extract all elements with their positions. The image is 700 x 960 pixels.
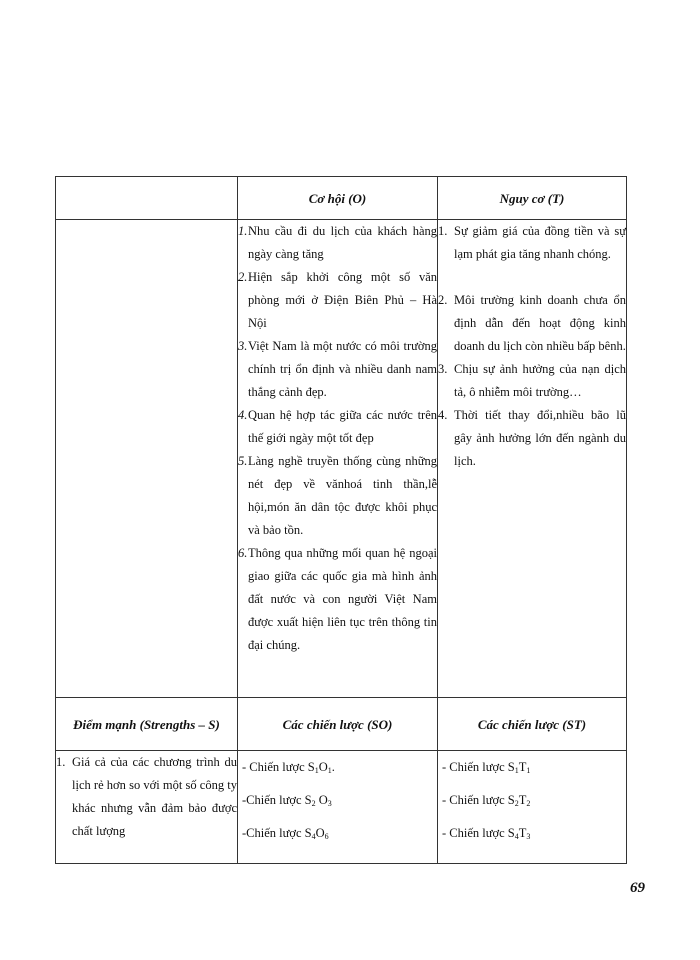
opportunities-header: Cơ hội (O): [238, 177, 438, 220]
strategy-item: -Chiến lược $S_4O_6$: [242, 826, 329, 841]
list-item: 1. Giá cả của các chương trình du lịch rẻ hơn so với một số công ty khác nhưng vẫn đảm bảo được chất lượng: [56, 755, 237, 838]
strategy-item: - Chiến lược $S_1T_1$: [442, 760, 531, 775]
list-item: 4. Quan hệ hợp tác giữa các nước trên thế giới ngày một tốt đẹp: [238, 408, 437, 445]
header-row: [56, 177, 627, 220]
strengths-header: Điểm mạnh (Strengths – S): [56, 698, 238, 751]
strengths-list: [56, 751, 237, 843]
threats-cell: [438, 220, 627, 698]
so-strategies-cell: [238, 751, 438, 864]
opportunities-threats-row: [56, 220, 627, 698]
strategy-item: - Chiến lược $S_1O_1$.: [242, 760, 335, 775]
so-strategies-list: [238, 751, 437, 855]
list-item: 1. Nhu cầu đi du lịch của khách hàng ngày càng tăng: [238, 224, 437, 261]
swot-matrix-table: [55, 176, 627, 864]
strengths-cell: [56, 751, 238, 864]
strategy-item: - Chiến lược $S_4T_3$: [442, 826, 531, 841]
opportunities-cell: [238, 220, 438, 698]
page-number: 69: [630, 880, 645, 896]
st-strategies-cell: [438, 751, 627, 864]
list-item: 6. Thông qua những mối quan hệ ngoại giao giữa các quốc gia mà hình ảnh đất nước và con người Việt Nam được xuất hiện liên tục trên thông tin đại chúng.: [238, 546, 437, 652]
list-item: 3. Chịu sự ảnh hưởng của nạn dịch tả, ô nhiễm môi trường…: [438, 362, 626, 399]
threats-list: [438, 220, 626, 473]
st-strategies-list: [438, 751, 626, 855]
list-item: 5. Làng nghề truyền thống cùng những nét đẹp về vănhoá tinh thần,lễ hội,món ăn dân tộc được khôi phục và bảo tồn.: [238, 454, 437, 537]
list-item: 1. Sự giảm giá của đồng tiền và sự lạm phát gia tăng nhanh chóng.: [438, 224, 626, 261]
empty-left-cell: [56, 220, 238, 698]
strategy-item: -Chiến lược $S_2$ $O_3$: [242, 793, 332, 808]
st-strategies-header: Các chiến lược (ST): [438, 698, 627, 751]
so-strategies-header: Các chiến lược (SO): [238, 698, 438, 751]
strengths-row: [56, 751, 627, 864]
opportunities-list: [238, 220, 437, 657]
list-item: 2. Môi trường kinh doanh chưa ổn định dẫn đến hoạt động kinh doanh du lịch còn nhiều bấp bênh.: [438, 293, 626, 353]
list-item: 2. Hiện sắp khởi công một số văn phòng mới ở Điện Biên Phủ – Hà Nội: [238, 270, 437, 330]
strategy-header-row: [56, 698, 627, 751]
strategy-item: - Chiến lược $S_2T_2$: [442, 793, 531, 808]
list-item: 3. Việt Nam là một nước có môi trường chính trị ổn định và nhiều danh nam thắng cảnh đẹp.: [238, 339, 437, 399]
empty-corner-cell: [56, 177, 238, 220]
threats-header: Nguy cơ (T): [438, 177, 627, 220]
list-item: 4. Thời tiết thay đổi,nhiều bão lũ gây ảnh hưởng lớn đến ngành du lịch.: [438, 408, 626, 468]
